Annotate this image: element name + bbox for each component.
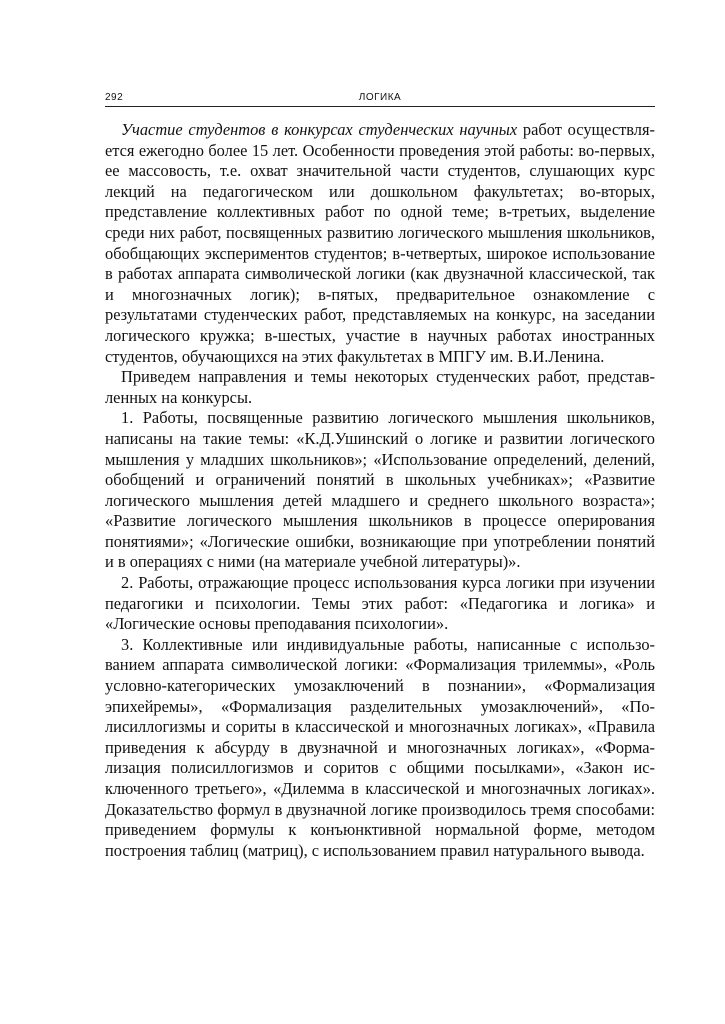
paragraph-item-1 [105,408,655,573]
running-header [105,90,655,107]
paragraph-text: 1. Работы, посвященные развитию логического мышления школьников, написаны на такие темы: «К.Д.Ушинский о логике и развитии логического мышления у младших школьников»; «Использование определений, делений, обобщений и ограничений понятий в школьных учебниках»; «Развитие логического мышления детей младшего и среднего школьного возраста»; «Развитие логического мышления школьников в процессе оперирования понятиями»; «Логические ошибки, возникающие при употреблении понятий и в операциях с ними (на материале учебной литературы)». [105,408,655,572]
paragraph-text: 2. Работы, отражающие процесс использования курса логики при изучении педагогики и психологии. Темы этих работ: «Педагогика и логика» и «Логические основы преподавания психологии». [105,573,655,634]
page-number: 292 [105,92,124,103]
running-title: ЛОГИКА [358,92,402,103]
paragraph-text: Приведем направления и темы некоторых студенческих работ, представленных на конкурсы. [105,367,655,407]
paragraph-contest-intro [105,120,655,367]
paragraph-text: работ осуществляется ежегодно более 15 лет. Особенности проведения этой работы: во-первых, ее массовость, т.е. охват значительной части студентов, слушающих курс лекций на педагогическом или дошкольном факультетах; во-вторых, представление коллективных работ по одной теме; в-третьих, выделение среди них работ, посвященных развитию логического мышления школьников, обобщающих экспериментов студентов; в-четвертых, широкое использование в работах аппарата символической логики (как двузначной классической, так и многозначных логик); в-пятых, предварительное ознакомление с результатами студенческих работ, представляемых на конкурс, на заседании логического кружка; в-шестых, участие в научных работах иностранных студентов, обучающихся на этих факультетах в МПГУ им. В.И.Ленина. [105,120,655,366]
paragraph-item-2 [105,573,655,635]
paragraph-item-3 [105,635,655,862]
paragraph-directions-intro [105,367,655,408]
page [105,90,655,861]
italic-lead-phrase: Участие студентов в конкурсах студенческих научных [121,120,518,139]
paragraph-text: 3. Коллективные или индивидуальные работы, написанные с использованием аппарата символической логики: «Формализация трилеммы», «Роль условно-категорических умозаключений в познании», «Формализация эпихейремы», «Формализация разделительных умозаключений», «Полисиллогизмы и сориты в классической и многозначных логиках», «Правила приведения к абсурду в двузначной и многозначных логиках», «Формализация полисиллогизмов и соритов с общими посылками», «Закон исключенного третьего», «Дилемма в классической и многозначных логиках». Доказательство формул в двузначной логике производилось тремя способами: приведением формулы к конъюнктивной нормальной форме, методом построения таблиц (матриц), с использованием правил натурального вывода. [105,634,655,860]
body-text [105,120,655,861]
